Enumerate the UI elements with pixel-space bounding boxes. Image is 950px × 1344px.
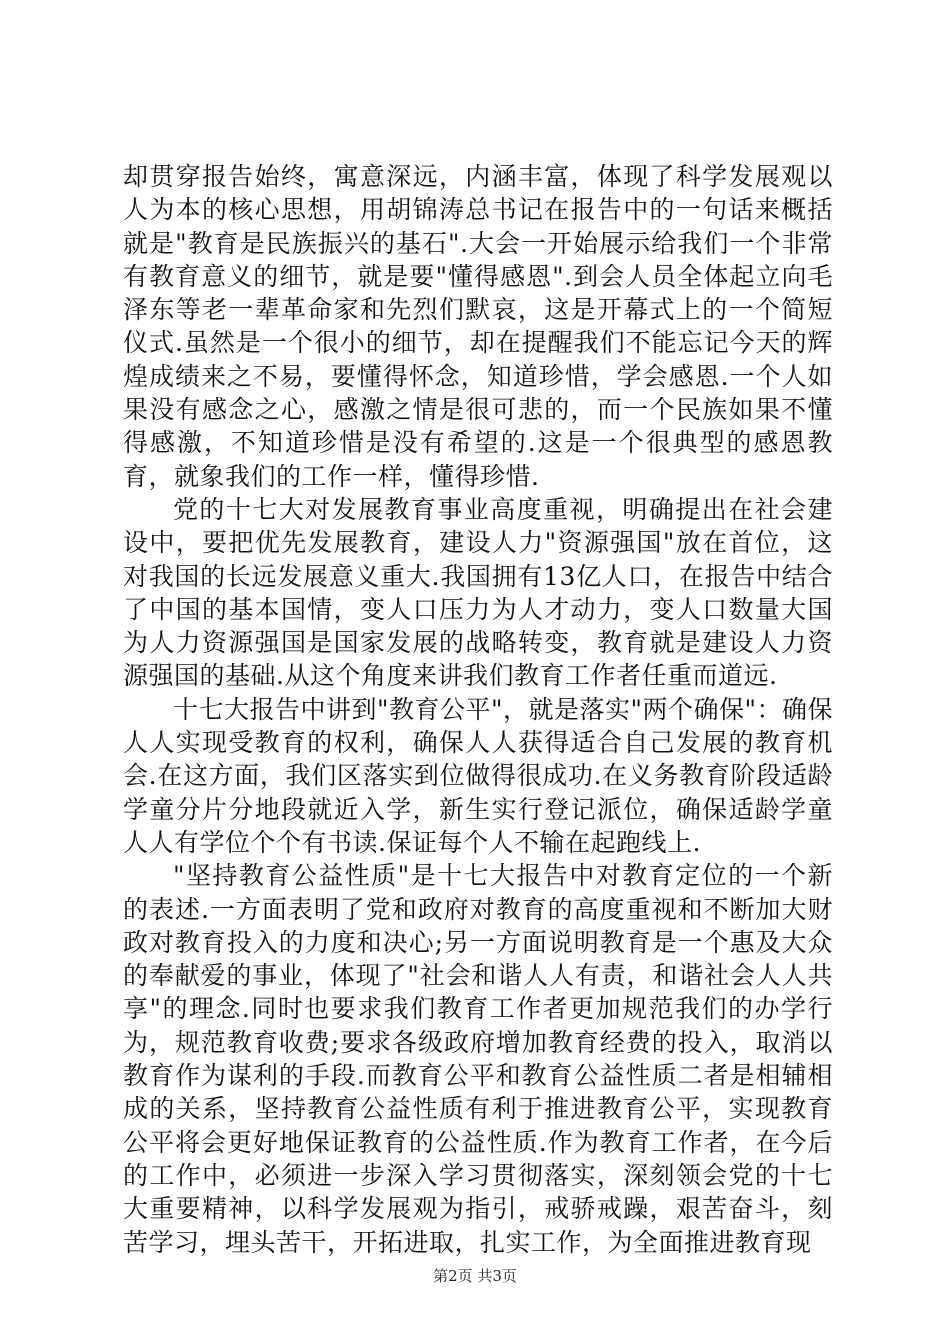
paragraph-public-welfare: "坚持教育公益性质"是十七大报告中对教育定位的一个新的表述.一方面表明了党和政府对教育的高度重视和不断加大财政对教育投入的力度和决心;另一方面说明教育是一个惠及大众的奉献爱的事业，体现了"社会和谐人人有责，和谐社会人人共享"的理念.同时也要求我们教育工作者更加规范我们的办学行为，规范教育收费;要求各级政府增加教育经费的投入，取消以教育作为谋利的手段.而教育公平和教育公益性质二者是相辅相成的关系，坚持教育公益性质有利于推进教育公平，实现教育公平将会更好地保证教育的公益性质.作为教育工作者，在今后的工作中，必须进一步深入学习贯彻落实，深刻领会党的十七大重要精神，以科学发展观为指引，戒骄戒躁，艰苦奋斗，刻苦学习，埋头苦干，开拓进取，扎实工作，为全面推进教育现 <box>123 861 833 1257</box>
paragraph-education-priority: 党的十七大对发展教育事业高度重视，明确提出在社会建设中，要把优先发展教育，建设人力"资源强国"放在首位，这对我国的长远发展意义重大.我国拥有13亿人口，在报告中结合了中国的基本国情，变人口压力为人才动力，变人口数量大国为人力资源强国是国家发展的战略转变，教育就是建设人力资源强国的基础.从这个角度来讲我们教育工作者任重而道远. <box>123 494 833 691</box>
paragraph-continuation: 却贯穿报告始终，寓意深远，内涵丰富，体现了科学发展观以人为本的核心思想，用胡锦涛总书记在报告中的一句话来概括就是"教育是民族振兴的基石".大会一开始展示给我们一个非常有教育意义的细节，就是要"懂得感恩".到会人员全体起立向毛泽东等老一辈革命家和先烈们默哀，这是开幕式上的一个简短仪式.虽然是一个很小的细节，却在提醒我们不能忘记今天的辉煌成绩来之不易，要懂得怀念，知道珍惜，学会感恩.一个人如果没有感念之心，感激之情是很可悲的，而一个民族如果不懂得感激，不知道珍惜是没有希望的.这是一个很典型的感恩教育，就象我们的工作一样，懂得珍惜. <box>123 162 833 491</box>
document-body <box>123 160 833 1259</box>
paragraph-education-equity: 十七大报告中讲到"教育公平"，就是落实"两个确保"：确保人人实现受教育的权利，确保人人获得适合自己发展的教育机会.在这方面，我们区落实到位做得很成功.在义务教育阶段适龄学童分片分地段就近入学，新生实行登记派位，确保适龄学童人人有学位个个有书读.保证每个人不输在起跑线上. <box>123 694 833 857</box>
page-number-footer: 第2页 共3页 <box>433 1267 517 1285</box>
